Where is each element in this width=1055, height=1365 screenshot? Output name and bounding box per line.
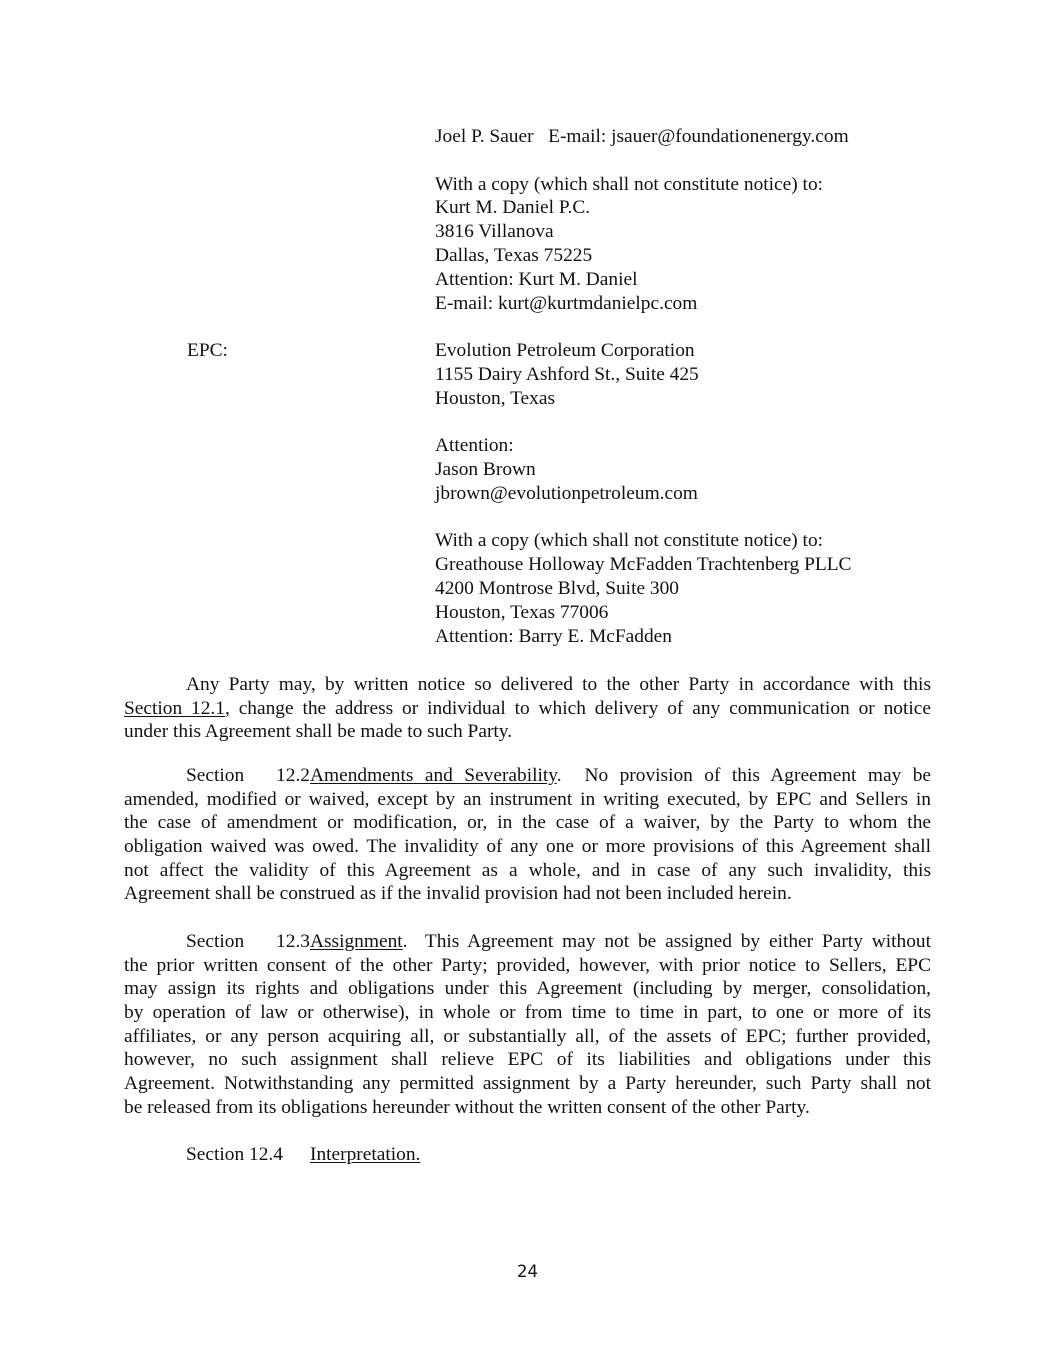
section-12-3	[124, 930, 931, 1120]
section-12-2-line: amended, modified or waived, except by an instrument in writing executed, by EPC and Sellers in	[124, 788, 931, 810]
section-12-2	[124, 764, 931, 906]
epc-attention-line: Jason Brown	[435, 458, 536, 480]
section-12-2-line: Agreement shall be construed as if the invalid provision had not been included herein.	[124, 883, 792, 905]
section-12-4-number: Section 12.4	[186, 1144, 283, 1165]
section-12-4	[186, 1143, 420, 1167]
sellers-copy-heading: With a copy (which shall not constitute notice) to:	[435, 173, 824, 195]
section-12-3-line: however, no such assignment shall relieve EPC of its liabilities and obligations under this	[124, 1049, 931, 1071]
sellers-copy-line: Kurt M. Daniel P.C.	[435, 197, 591, 219]
sellers-contact-block	[435, 125, 849, 315]
epc-address-line: Evolution Petroleum Corporation	[435, 340, 695, 361]
epc-copy-heading: With a copy (which shall not constitute notice) to:	[435, 530, 824, 552]
section-12-3-line: may assign its rights and obligations under this Agreement (including by merger, consolidation,	[124, 978, 931, 1000]
epc-attention-line: jbrown@evolutionpetroleum.com	[435, 482, 698, 504]
notice-line: under this Agreement shall be made to such Party.	[124, 721, 513, 743]
section-12-3-line: by operation of law or otherwise), in whole or from time to time in part, to one or more of its	[124, 1002, 931, 1024]
section-12-2-line: obligation waived was owed. The invalidity of any one or more provisions of this Agreement shall	[124, 836, 931, 858]
epc-address-line: 1155 Dairy Ashford St., Suite 425	[435, 363, 699, 385]
epc-copy-line: Houston, Texas 77006	[435, 601, 609, 623]
notice-line: , change the address or individual to which delivery of any communication or notice	[224, 697, 931, 719]
epc-copy-line: Attention: Barry E. McFadden	[435, 625, 672, 647]
section-12-3-title: Assignment	[310, 931, 403, 952]
epc-copy-line: Greathouse Holloway McFadden Trachtenberg PLLC	[435, 554, 852, 576]
section-12-4-title: Interpretation.	[310, 1144, 421, 1165]
epc-copy-line: 4200 Montrose Blvd, Suite 300	[435, 577, 680, 599]
section-12-3-line: . This Agreement may not be assigned by either Party without	[402, 931, 931, 952]
epc-address-line: Houston, Texas	[435, 387, 556, 409]
section-12-3-line: affiliates, or any person acquiring all, or substantially all, of the assets of EPC; further provided,	[124, 1025, 931, 1047]
sellers-contact-name-email: Joel P. Sauer E-mail: jsauer@foundationenergy.com	[435, 126, 849, 147]
section-12-3-line: Agreement. Notwithstanding any permitted assignment by a Party hereunder, such Party shall not	[124, 1073, 931, 1095]
epc-label: EPC:	[187, 340, 228, 361]
epc-attention-line: Attention:	[435, 435, 514, 457]
section-12-1-reference: Section 12.1	[124, 697, 225, 719]
section-12-3-line: be released from its obligations hereunder without the written consent of the other Party.	[124, 1096, 810, 1118]
sellers-copy-line: 3816 Villanova	[435, 221, 554, 243]
section-12-2-line: not affect the validity of this Agreement as a whole, and in case of any such invalidity, this	[124, 859, 931, 881]
section-12-3-line: the prior written consent of the other Party; provided, however, with prior notice to Sellers, EPC	[124, 954, 931, 976]
notice-line: Any Party may, by written notice so delivered to the other Party in accordance with this	[186, 674, 931, 695]
page-number: 24	[517, 1262, 538, 1281]
section-12-2-line: . No provision of this Agreement may be	[556, 765, 932, 786]
section-12-2-title: Amendments and Severability	[310, 765, 557, 786]
sellers-copy-line: E-mail: kurt@kurtmdanielpc.com	[435, 292, 698, 314]
epc-contact-block	[435, 339, 851, 648]
section-12-3-number: Section 12.3	[186, 931, 310, 952]
section-12-2-number: Section 12.2	[186, 765, 310, 786]
notice-paragraph	[124, 673, 931, 744]
section-12-2-line: the case of amendment or modification, or, in the case of a waiver, by the Party to whom the	[124, 812, 931, 834]
sellers-copy-line: Dallas, Texas 75225	[435, 244, 593, 266]
sellers-copy-line: Attention: Kurt M. Daniel	[435, 268, 638, 290]
